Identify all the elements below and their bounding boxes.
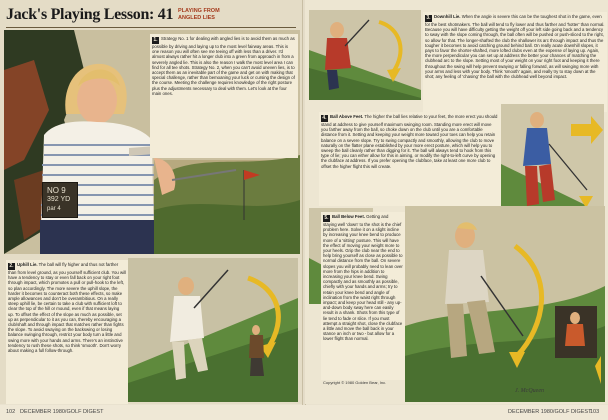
uphill-lie-illustration [128,258,298,402]
section-2-number: 2. [9,263,14,269]
section-5-text: 5. Ball Below Feet. Getting and staying well 'down' to the shot is the chief problem here. Solve it on a slight incline by increasing your knee bend to produce more of a 'sitting' posture. This will have the effect of moving your weight more to your heels. Grip the club near the end to help bring yourself as close as possible to normal distance from the ball. On severe slopes you will probably need to lean over more from the hips in addition to increasing your knee bend. Swing compactly and as smoothly as possible, chiefly with your hands and arms; try to retain your knee bend and angle of inclination from the waist right through impact; and keep your head still - any up-and-down body sway here can easily result in a shank. Shots from this type of lie tend to fade or slice. If you must attempt a straight shot, close the clubface a little and move the ball back in your stance an inch or two - but allow for a lower flight than normal. [321,212,405,380]
section-4-text: 4. Ball Above Feet. The higher the ball lies relative to your feet, the more erect you should stand at address to give yourself maximum swinging room. Standing more erect will move you farther away from the ball, so choke down on the club until you are a comfortable distance from it. Setting and keeping your weight more toward your toes can help you retain balance on a severe slope. Try to swing compactly and smoothly, allowing the club to move naturally on the flatter plane established by your more erect posture, which will help you to sweep the ball cleanly rather than digging for it. The ball will always tend to hook from this type of lie; you can either allow for this in aiming, or modify the right-to-left curve by opening the clubface at address. If you prefer opening the clubface, take at least one more club to offset the higher flight this will create. [319,112,501,206]
section-5-number: 5. [324,215,329,221]
section-3-text: 3. Downhill Lie. When the angle is severe this can be the toughest shot in the game, even for the best shotmakers. The ball will tend to fly lower and thus farther and 'hotter' than normal. Because you will have difficulty getting the weight off your left side going back and a tendency to sway with the slope coming through, the ball often will be pushed or push-sliced to the right, so allow for that. The longer-shafted the club the shallower its arc through impact and thus the tougher it becomes to avoid catching ground behind ball. On really acute downhill slopes, it pays to favor the shorter-shafted, more lofted clubs even at the expense of laying up. Again, the more perpendicular you can set up at address the better your chances of matching the clubhead arc to the slope. Setting most of your weight on your right foot and keeping it there throughout the swing will help prevent swaying or falling forward, as will swinging more with your arms and less with your body. Think 'smooth' again, and really try to stay down at the shot; any feeling of 'chasing' the ball with the clubhead well beyond impact. [423,12,607,112]
right-page-number: 103 [590,409,600,415]
copyright-line: Copyright © 1980 Golden Bear, Inc. [323,380,387,385]
left-page-number: 102 [6,409,16,415]
left-folio-text: DECEMBER 1980/GOLF DIGEST [20,409,104,415]
section-4-number: 4. [322,115,327,121]
left-page [0,0,303,404]
section-1-number: 1. [153,37,158,43]
page-subtitle: PLAYING FROM ANGLED LIES [178,8,220,21]
ball-above-feet-illustration [501,104,604,220]
section-3-number: 3. [426,15,431,21]
downhill-lie-illustration [309,10,421,100]
sign-line-3: par 4 [47,206,61,212]
sign-line-2: 392 YD [47,196,71,203]
artist-signature: J. McQueen [515,388,544,394]
hole-sign [42,182,78,218]
page-title: Jack's Playing Lesson: 41 [6,6,174,23]
right-page [305,0,608,404]
section-1-text: 1. Strategy No. 1 for dealing with angled lies is to avoid them as much as possible by driving and laying up to the most level fairway areas. This is one reason you will often see me teeing off with less than a driver. I'd almost always rather hit a longer club into a green from approach in from a severely angled lie. This is also the reason I walk the most level area I can find for all tee shots. Strategy No. 2, when you can't avoid uneven lies, is to accept them as an inevitable part of the game and get on with making that special challenge, rather than bemoaning your luck or cursing the design of the course. Meeting the challenge requires knowledge of the right posture plus the adjustments necessary to deal with them. Let's look at the four main ones. [150,34,298,158]
ball-below-feet-golfer-illustration [405,206,605,402]
sign-line-1: NO 9 [47,186,66,195]
page-footer [0,405,608,420]
right-folio-text: DECEMBER 1980/GOLF DIGEST [508,409,592,415]
section-2-text: 2. Uphill Lie. The ball will fly higher and thus not farther than from level ground, as you yourself sufficient club. You will have a tendency to stay or even fall back on your right foot through impact, which promotes a pull or pull-hook to the left, so plan accordingly. The more severe the uphill slope, the harder it becomes to counteract both these effects, so make ample allowances and don't be overambitious. On a really steep uphill lie, be certain to take a club with sufficient loft to clear the top of the hill or mound, even if that means laying up. To offset the effect of the slope as much as possible, set up as perpendicular to it as you can, thereby encouraging a club/shaft and through impact that matches rather than fights the slope. To avoid swaying on the backswing or losing balance swinging through, restrict your body turn a little and swing more with your hands and arms. There's an instinctive tendency to rush these shots, so think 'smooth'. Don't worry about making a full follow-through. [6,260,128,404]
title-divider [6,27,296,28]
